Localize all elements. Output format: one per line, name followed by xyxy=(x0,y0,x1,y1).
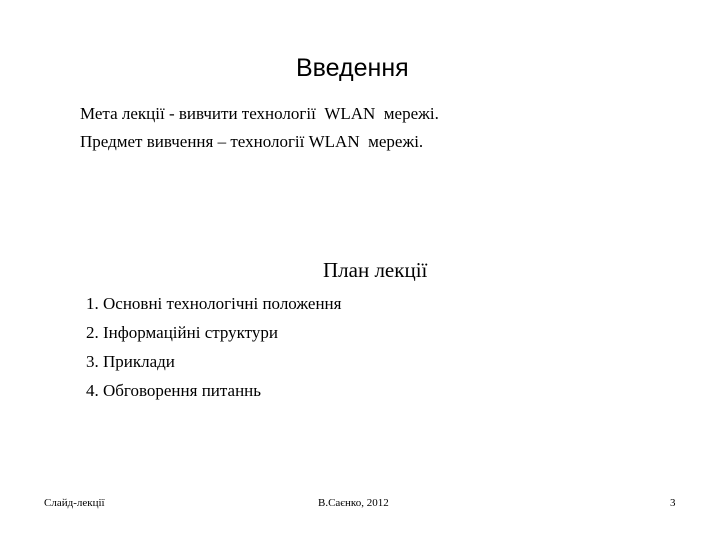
plan-list xyxy=(86,289,341,405)
plan-item: 3. Приклади xyxy=(86,352,175,371)
intro-line-subject: Предмет вивчення – технології WLAN мережі. xyxy=(80,132,424,151)
slide-title: Введення xyxy=(296,54,409,82)
plan-item: 2. Інформаційні структури xyxy=(86,323,278,342)
footer-author: В.Саєнко, 2012 xyxy=(318,497,389,509)
plan-item: 4. Обговорення питаннь xyxy=(86,381,262,400)
plan-title: План лекції xyxy=(323,258,428,282)
footer-page-number: 3 xyxy=(670,497,676,509)
intro-line-goal: Мета лекції - вивчити технології WLAN мережі. xyxy=(80,104,439,123)
footer-course-label: Слайд-лекції xyxy=(44,497,105,509)
intro-text xyxy=(80,100,439,156)
plan-item: 1. Основні технологічні положення xyxy=(86,294,342,313)
